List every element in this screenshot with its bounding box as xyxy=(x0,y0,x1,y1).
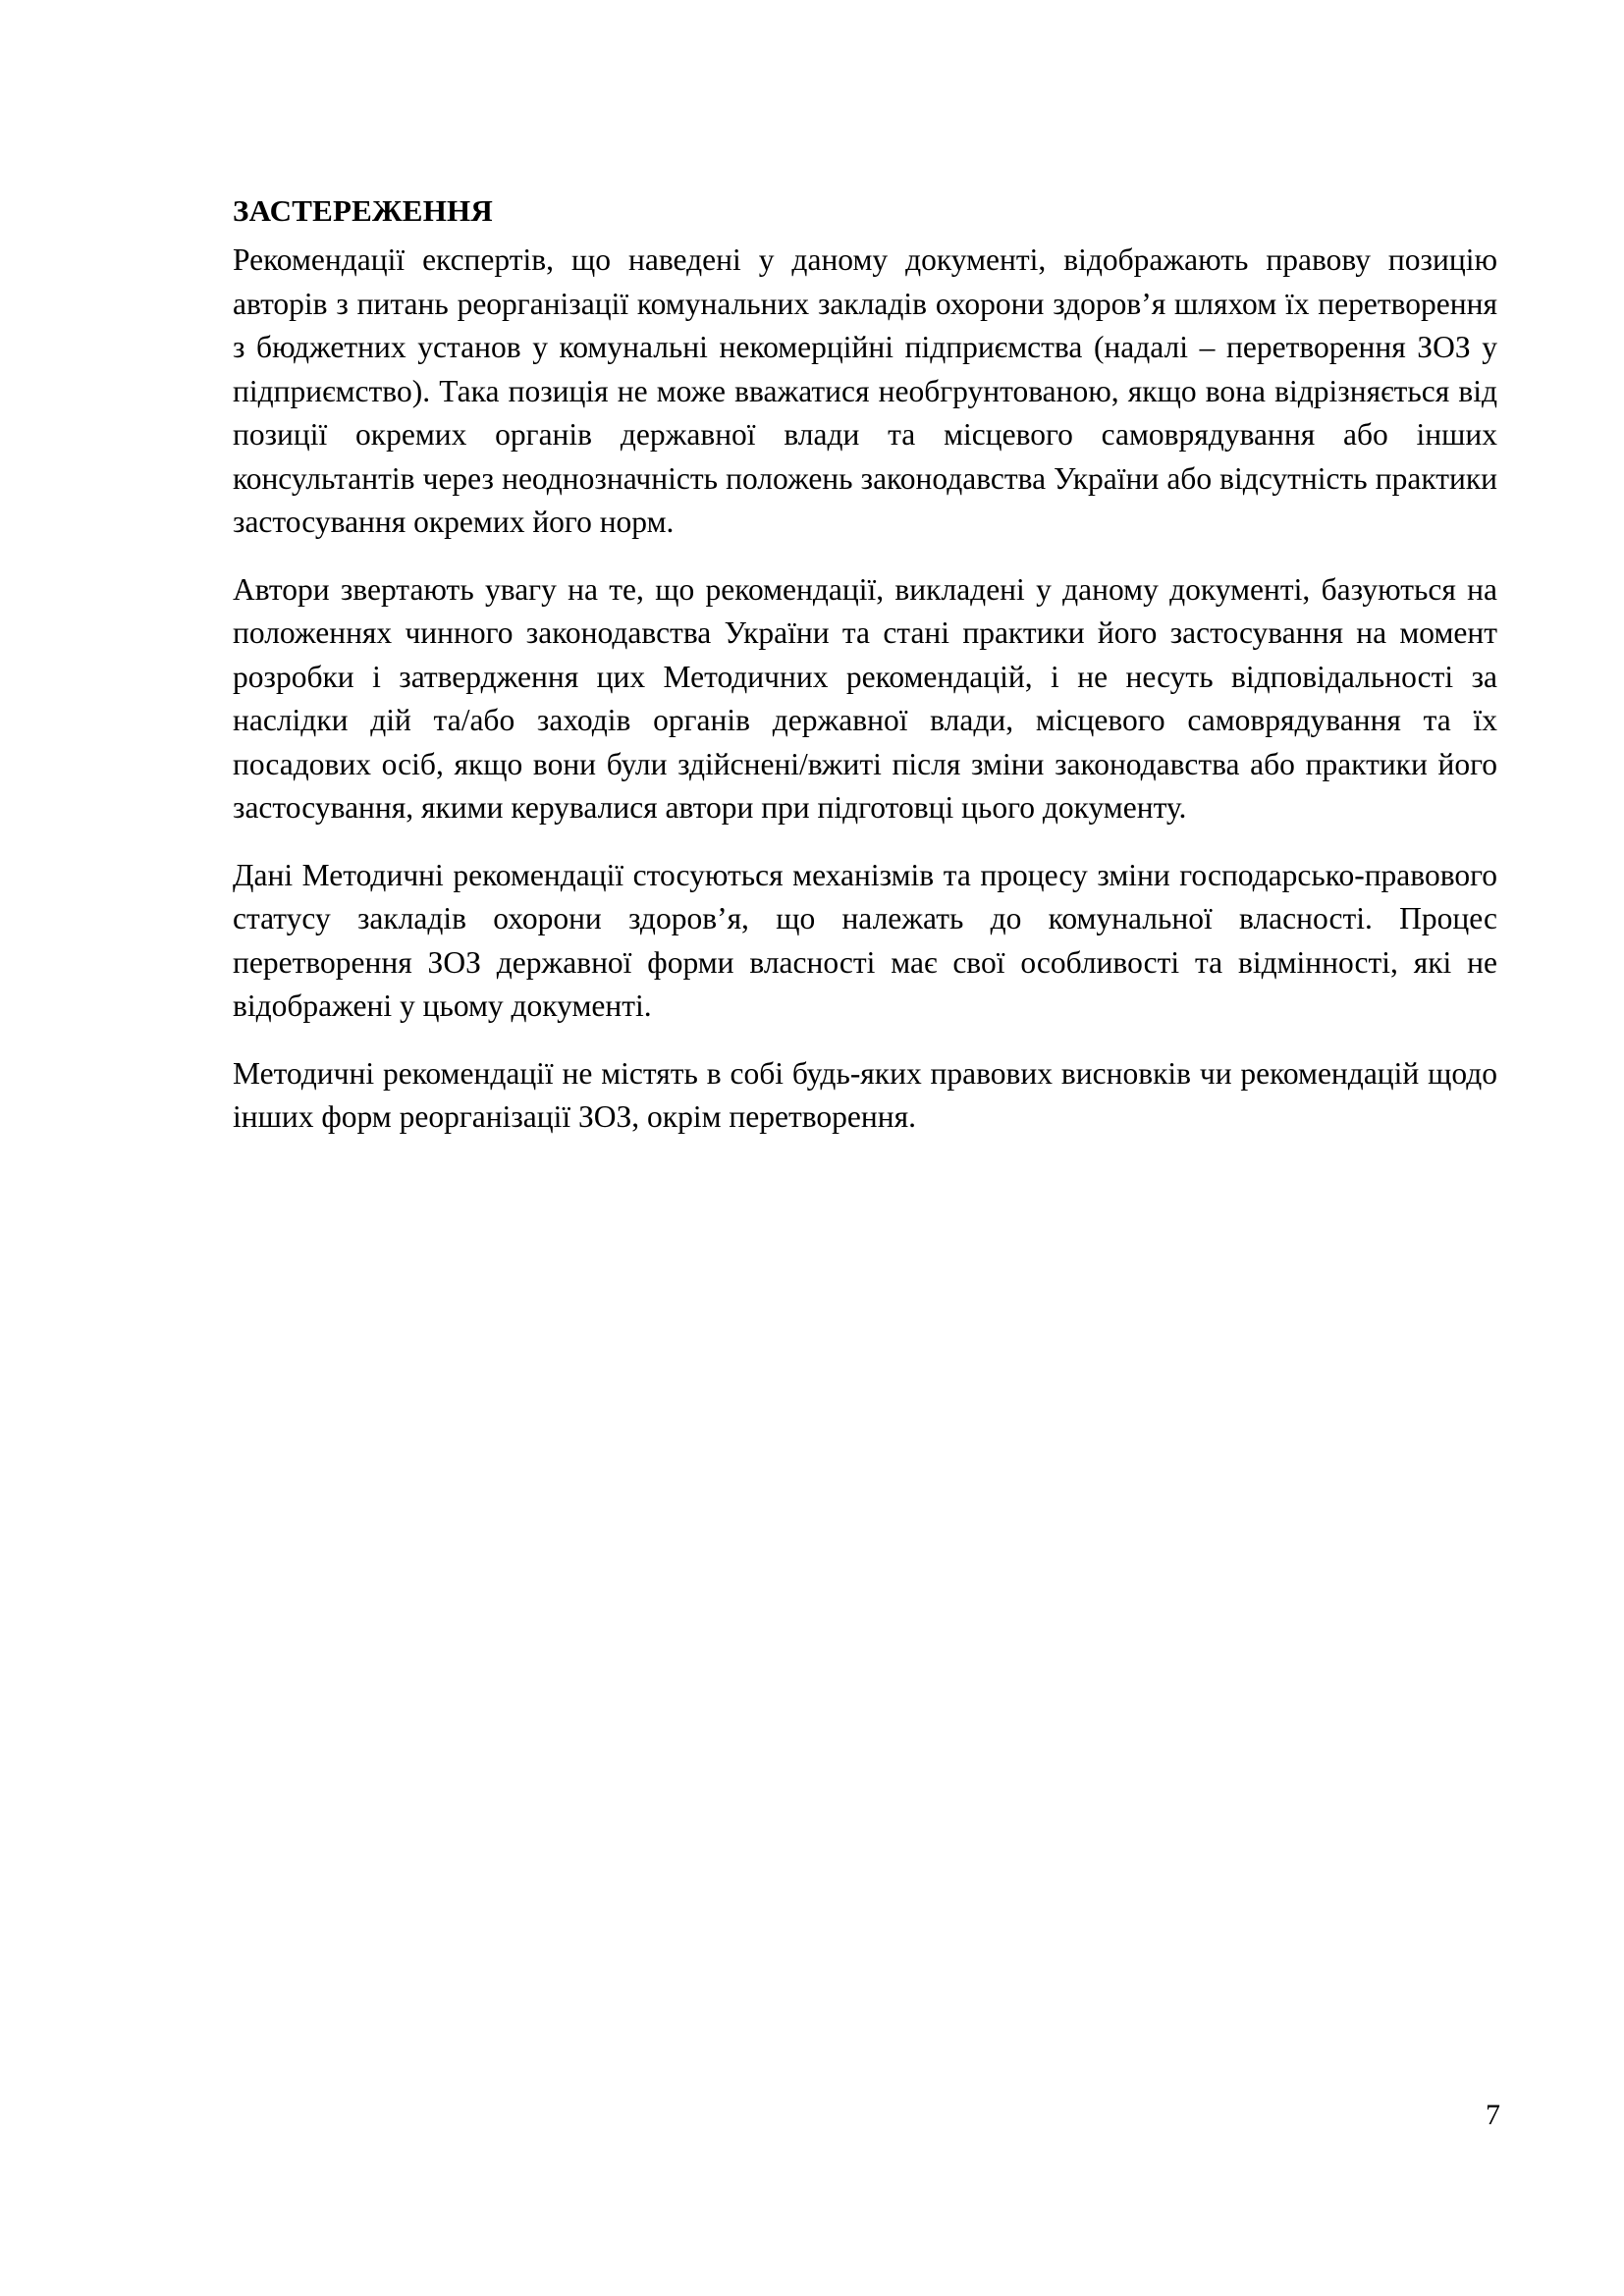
page-body xyxy=(233,189,1497,1163)
page-number: 7 xyxy=(1486,2099,1500,2131)
paragraph-disclaimer-liability: Автори звертають увагу на те, що рекомендації, викладені у даному документі, базуються на положеннях чинного законодавства України та стані практики його застосування на момент розробки і затвердження цих Методичних рекомендацій, і не несуть відповідальності за наслідки дій та/або заходів органів державної влади, місцевого самоврядування та їх посадових осіб, якщо вони були здійснені/вжиті після зміни законодавства або практики його застосування, якими керувалися автори при підготовці цього документу. xyxy=(233,571,1497,825)
paragraph-disclaimer-position: Рекомендації експертів, що наведені у даному документі, відображають правову позицію авторів з питань реорганізації комунальних закладів охорони здоров’я шляхом їх перетворення з бюджетних установ у комунальні некомерційні підприємства (надалі – перетворення ЗОЗ у підприємство). Така позиція не може вважатися необгрунтованою, якщо вона відрізняється від позиції окремих органів державної влади та місцевого самоврядування або інших консультантів через неоднозначність положень законодавства України або відсутність практики застосування окремих його норм. xyxy=(233,242,1497,539)
paragraph-disclaimer-scope: Дані Методичні рекомендації стосуються механізмів та процесу зміни господарсько-правового статусу закладів охорони здоров’я, що належать до комунальної власності. Процес перетворення ЗОЗ державної форми власності має свої особливості та відмінності, які не відображені у цьому документі. xyxy=(233,857,1497,1023)
section-heading: ЗАСТЕРЕЖЕННЯ xyxy=(233,193,493,228)
paragraph-disclaimer-exclusions: Методичні рекомендації не містять в собі будь-яких правових висновків чи рекомендацій щодо інших форм реорганізації ЗОЗ, окрім перетворення. xyxy=(233,1055,1497,1134)
